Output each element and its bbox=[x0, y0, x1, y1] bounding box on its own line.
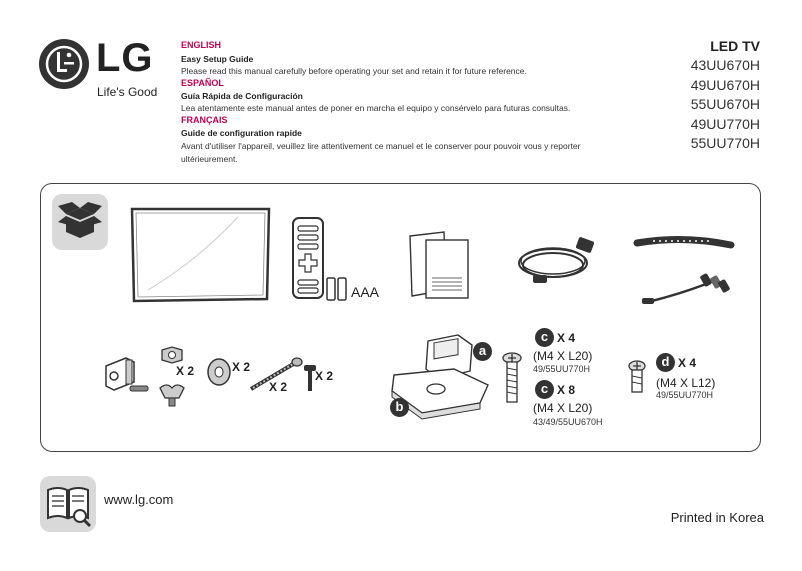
guide-title-spanish: Guía Rápida de Configuración bbox=[181, 91, 303, 101]
model-list bbox=[691, 56, 760, 154]
screw-d-quantity: X 4 bbox=[678, 356, 697, 370]
guide-title-english: Easy Setup Guide bbox=[181, 54, 254, 64]
short-screw-quantity: X 2 bbox=[315, 369, 334, 383]
power-cord-icon bbox=[515, 233, 605, 293]
model-number: 55UU670H bbox=[690, 96, 760, 112]
model-number: 55UU770H bbox=[690, 135, 760, 151]
battery-icon bbox=[326, 276, 348, 302]
screw-d-badge: d bbox=[656, 353, 675, 372]
washer-icon bbox=[205, 356, 233, 388]
guide-text-english: Please read this manual carefully before operating your set and retain it for future reference. bbox=[181, 66, 527, 76]
screw-c-quantity-670: X 8 bbox=[557, 383, 576, 397]
cable-tie-icon bbox=[633, 233, 735, 253]
screw-c-badge: c bbox=[535, 328, 554, 347]
product-type: LED TV bbox=[710, 38, 760, 54]
guide-title-french: Guide de configuration rapide bbox=[181, 128, 302, 138]
av-cable-icon bbox=[640, 272, 730, 308]
wall-bracket-icon bbox=[100, 352, 162, 398]
washer-quantity: X 2 bbox=[232, 360, 251, 374]
screw-d-size: (M4 X L12) bbox=[656, 376, 716, 390]
screw-c-models-670: 43/49/55UU670H bbox=[533, 417, 603, 427]
screw-c-badge: c bbox=[535, 380, 554, 399]
stand-part-b-badge: b bbox=[390, 398, 409, 417]
tagline: Life's Good bbox=[97, 85, 158, 99]
screw-d-icon bbox=[628, 360, 646, 394]
lg-logo-icon bbox=[38, 38, 90, 90]
printed-in-label: Printed in Korea bbox=[670, 510, 764, 525]
guide-text-spanish: Lea atentamente este manual antes de poner en marcha el equipo y consérvelo para futuras consultas. bbox=[181, 103, 571, 113]
stand-part-a-badge: a bbox=[473, 342, 492, 361]
remote-control-icon bbox=[291, 216, 325, 300]
battery-label: AAA bbox=[351, 284, 380, 300]
screw-c-size-670: (M4 X L20) bbox=[533, 401, 593, 415]
manual-search-icon bbox=[40, 476, 96, 532]
language-english: ENGLISH bbox=[181, 40, 222, 50]
logo-wordmark: LG bbox=[96, 36, 154, 80]
model-number: 49UU670H bbox=[690, 76, 760, 93]
long-bolt-quantity: X 2 bbox=[269, 380, 288, 394]
nut-quantity: X 2 bbox=[176, 364, 195, 378]
guide-text-french: Avant d'utiliser l'appareil, veuillez lire attentivement ce manuel et le conserver pour pouvoir vous y reporter ultérieurement. bbox=[181, 141, 581, 164]
manual-booklet-icon bbox=[408, 230, 470, 300]
screw-c-icon bbox=[502, 352, 522, 404]
screw-c-size-770: (M4 X L20) bbox=[533, 349, 593, 363]
screw-d-models: 49/55UU770H bbox=[656, 390, 714, 400]
website-link[interactable]: www.lg.com bbox=[104, 492, 174, 507]
model-number: 49UU770H bbox=[690, 115, 760, 132]
language-spanish: ESPAÑOL bbox=[181, 78, 224, 88]
model-number: 43UU670H bbox=[690, 57, 760, 73]
open-box-icon bbox=[52, 194, 108, 250]
language-french: FRANÇAIS bbox=[181, 115, 228, 125]
screw-c-quantity-770: X 4 bbox=[557, 331, 576, 345]
screw-c-models-770: 49/55UU770H bbox=[533, 364, 591, 374]
tv-icon bbox=[128, 205, 273, 305]
